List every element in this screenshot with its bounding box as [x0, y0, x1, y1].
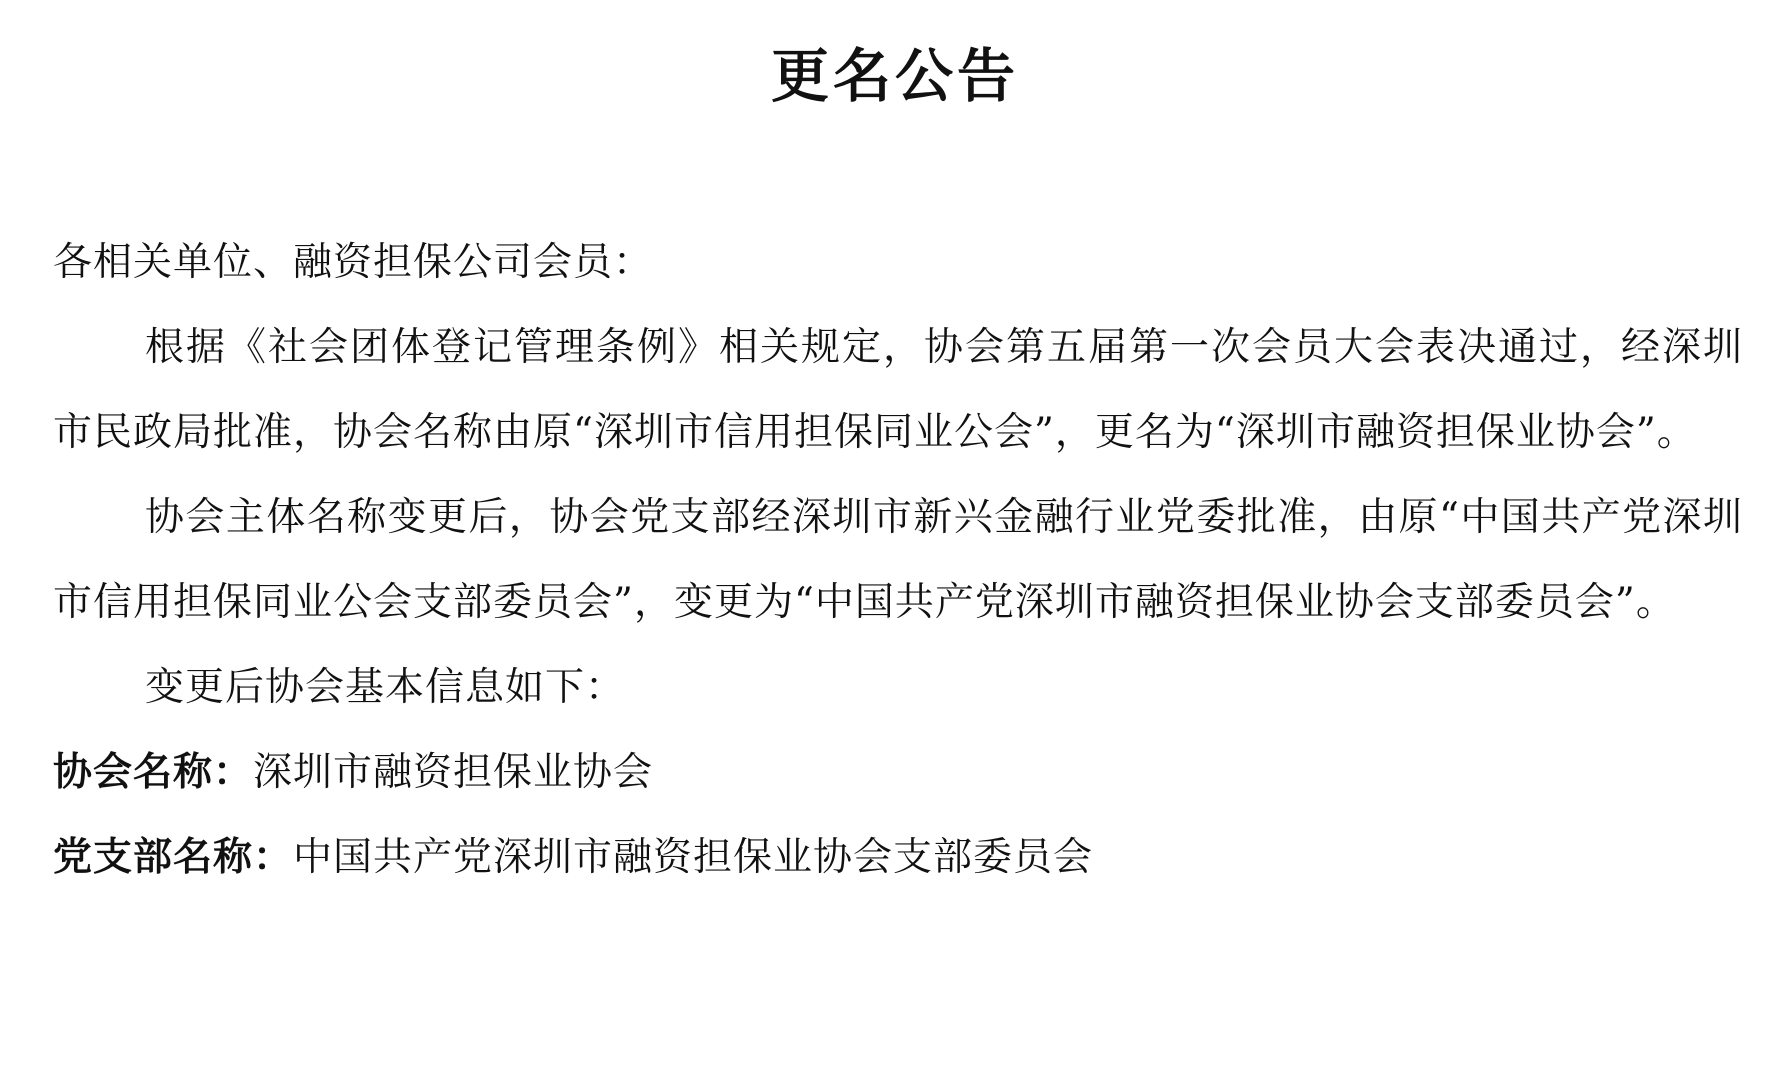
info-value: 中国共产党深圳市融资担保业协会支部委员会 — [293, 835, 1094, 880]
info-label: 党支部名称： — [53, 834, 294, 880]
info-value: 深圳市融资担保业协会 — [253, 750, 654, 795]
document-title: 更名公告 — [770, 42, 1019, 110]
paragraph-rename: 根据《社会团体登记管理条例》相关规定，协会第五届第一次会员大会表决通过，经深圳市民政局批准，协会名称由原“深圳市信用担保同业公会”，更名为“深圳市融资担保业协会”。 — [53, 325, 1743, 455]
info-label: 协会名称： — [53, 749, 254, 795]
paragraph-info-intro: 变更后协会基本信息如下： — [145, 665, 626, 710]
info-party-branch-name — [53, 815, 1743, 900]
info-association-name — [53, 730, 1743, 815]
salutation: 各相关单位、融资担保公司会员： — [53, 240, 654, 285]
document-body — [53, 220, 1743, 900]
paragraph-party-branch: 协会主体名称变更后，协会党支部经深圳市新兴金融行业党委批准，由原“中国共产党深圳市信用担保同业公会支部委员会”，变更为“中国共产党深圳市融资担保业协会支部委员会”。 — [53, 495, 1743, 625]
